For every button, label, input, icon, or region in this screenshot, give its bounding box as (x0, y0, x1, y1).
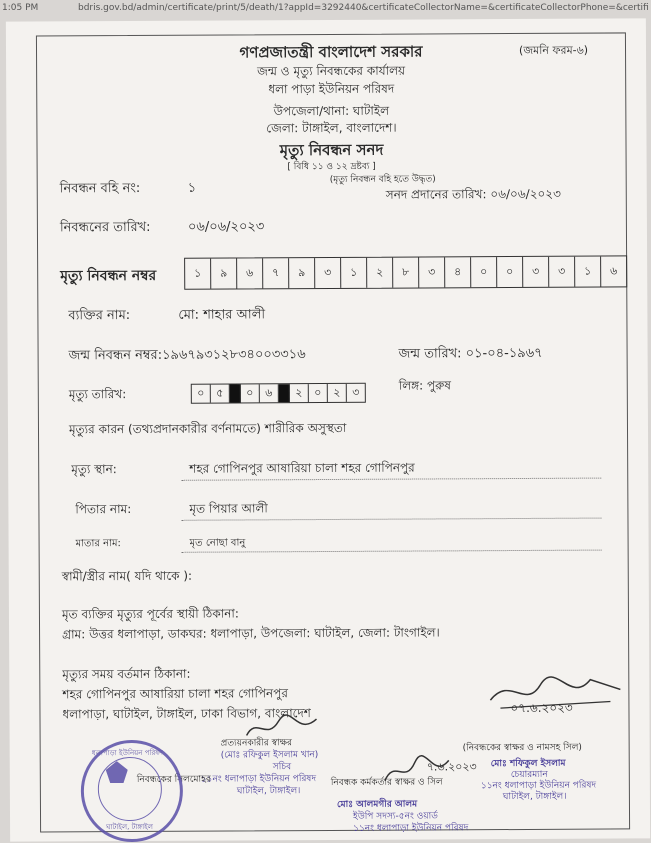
place-value: শহর গোপিনপুর আষারিয়া চালা শহর গোপিনপুর (189, 460, 415, 476)
page-url[interactable]: bdris.gov.bd/admin/certificate/print/5/death/1?appId=3292440&certificateCollectorName=&certificateCollectorPhone=&certifi (78, 3, 649, 13)
rule-reference: [ বিধি ১১ ও ১২ দ্রষ্টব্য ] (287, 161, 376, 173)
office-name: জন্ম ও মৃত্যু নিবন্ধকের কার্যালয় (257, 63, 406, 79)
death-date-label: মৃত্যু তারিখ: (68, 387, 127, 402)
death-date-digit: ০ (192, 385, 211, 403)
death-reg-digit: ১ (575, 257, 601, 287)
registrar-location: ঘাটাইল, টাঙ্গাইল। (502, 791, 567, 803)
date-separator (230, 384, 241, 402)
upazila: উপজেলা/থানা: ঘাটাইল (273, 103, 390, 119)
spouse-label: স্বামী/স্ত্রীর নাম( যদি থাকে ): (61, 568, 193, 584)
death-reg-digit: ০ (497, 257, 523, 287)
seal-inner-ring (98, 757, 162, 821)
perm-address-value: গ্রাম: উত্তর ধলাপাড়া, ডাকঘর: ধলাপাড়া, উপজেলা: ঘাটাইল, জেলা: টাংগাইল। (62, 625, 440, 642)
seal-ring-text: ধলাপাড়া ইউনিয়ন পরিষদ (91, 748, 163, 758)
registrar-name: মোঃ শফিকুল ইসলাম (490, 758, 566, 770)
death-reg-digit: ৩ (315, 258, 341, 288)
certificate-title: মৃত্যু নিবন্ধন সনদ (279, 140, 384, 160)
death-date-digit: ৫ (211, 385, 230, 403)
registrar-office: ১১নং ধলাপাড়া ইউনিয়ন পরিষদ (480, 780, 597, 792)
extract-note: (মৃত্যু নিবন্ধন বহি হতে উদ্ধৃত) (329, 174, 436, 185)
name-label: ব্যক্তির নাম: (68, 308, 131, 324)
reg-date-value: ০৬/০৬/২০২৩ (187, 219, 265, 235)
death-reg-no-label: মৃত্যু নিবন্ধন নম্বর (60, 267, 157, 285)
death-reg-digit: ৭ (263, 258, 289, 288)
curr-address-line2: ধলাপাড়া, ঘাটাইল, টাঙ্গাইল, ঢাকা বিভাগ, বাংলাদেশ (62, 706, 311, 722)
issue-date: সনদ প্রদানের তারিখ: ০৬/০৬/২০২৩ (385, 186, 561, 202)
death-reg-digit: ৬ (237, 258, 263, 288)
seal-bottom-text: ঘাটাইল, টাঙ্গাইল (106, 822, 153, 832)
reg-date-label: নিবন্ধনের তারিখ: (59, 219, 151, 236)
verifier-name: (মোঃ রফিকুল ইসলাম খান) (220, 750, 319, 761)
death-date-digit: ২ (328, 384, 347, 402)
verifier-title: সচিব (272, 762, 292, 773)
death-reg-digit: ০ (471, 257, 497, 287)
certificate-frame (36, 32, 630, 832)
registrar-date: ০৭.৬.২০২৩ (510, 700, 573, 716)
death-reg-digit: ১ (341, 258, 367, 288)
death-reg-digit: ৯ (211, 258, 237, 288)
death-reg-digit: ৩ (549, 257, 575, 287)
member-office: ১১নং ধলাপাড়া ইউনিয়ন পরিষদ (353, 823, 469, 834)
middle-signature-label: নিবন্ধক কর্মকর্তার স্বাক্ষর ও সিল (330, 777, 443, 788)
death-date-digit: ০ (309, 384, 328, 402)
birth-reg-number: জন্ম নিবন্ধন নম্বর:১৯৬৭৯৩১২৮৩৪০০৩৩১৬ (68, 347, 306, 364)
certificate-paper (6, 18, 650, 841)
book-no-value: ১ (187, 180, 197, 196)
death-reg-digit: ৬ (610, 263, 618, 278)
mother-label: মাতার নাম: (75, 538, 121, 550)
father-value: মৃত পিয়ার আলী (189, 501, 268, 516)
death-reg-digit: ৩ (523, 257, 549, 287)
curr-address-line1: শহর গোপিনপুর আষারিয়া চালা শহর গোপিনপুর (62, 686, 288, 702)
union-name: ধলা পাড়া ইউনিয়ন পরিষদ (268, 81, 395, 97)
death-date-digit: ০ (241, 384, 260, 402)
member-title: ইউপি সদস্য-৫নং ওয়ার্ড (352, 811, 438, 822)
perm-address-label: মৃত ব্যক্তির মৃত্যুর পূর্বের স্থায়ী ঠিকানা: (61, 606, 239, 622)
browser-header (0, 0, 651, 18)
death-reg-digit: ২ (367, 258, 393, 288)
book-no-label: নিবন্ধন বহি নং: (59, 180, 141, 197)
registrar-title: চেয়ারম্যান (510, 769, 548, 781)
middle-signature-date: ৭.৬.২০২৩ (426, 760, 477, 774)
member-name: মোঃ আলমগীর আলম (336, 799, 418, 810)
death-reg-digit: ৯ (289, 258, 315, 288)
form-number: (জমনি ফরম-৬) (518, 43, 589, 57)
clock: 1:05 PM (2, 3, 39, 13)
death-date-digit: ২ (290, 384, 309, 402)
verifier-location: ঘাটাইল, টাঙ্গাইল। (236, 786, 301, 797)
death-reg-digit: ৪ (445, 257, 471, 287)
death-date-digit: ৬ (260, 384, 279, 402)
registrar-seal-label: (নিবন্ধকের স্বাক্ষর ও নামসহ সিল) (462, 742, 582, 754)
cause-of-death: মৃত্যুর কারন (তথ্যপ্রদানকারীর বর্ণনামতে) শারীরিক অসুস্থতা (68, 420, 347, 437)
death-date-digit: ৩ (352, 385, 360, 399)
father-label: পিতার নাম: (75, 502, 132, 517)
district: জেলা: টাঙ্গাইল, বাংলাদেশ। (266, 120, 397, 136)
name-value: মো: শাহার আলী (178, 307, 266, 323)
verifier-label: প্রত্যয়নকারীর স্বাক্ষর (220, 738, 292, 749)
union-round-seal (81, 740, 184, 843)
death-reg-number-boxes (184, 255, 627, 289)
mother-value: মৃত নোছা বানু (189, 537, 246, 549)
death-date-boxes (191, 383, 366, 404)
gender: লিঙ্গ: পুরুষ (398, 378, 451, 393)
verifier-office: ১১নং ধলাপাড়া ইউনিয়ন পরিষদ (200, 774, 317, 785)
seal-signature-label: নিবন্ধকের সিলমোহর (136, 774, 211, 786)
death-reg-digit: ৩ (419, 257, 445, 287)
date-separator (279, 384, 290, 402)
place-label: মৃত্যু স্থান: (71, 462, 117, 477)
date-of-birth: জন্ম তারিখ: ০১-০৪-১৯৬৭ (398, 345, 543, 362)
curr-address-label: মৃত্যুর সময় বর্তমান ঠিকানা: (62, 666, 191, 682)
death-reg-digit: ৮ (393, 258, 419, 288)
death-reg-digit: ১ (185, 259, 211, 289)
government-title: গণপ্রজাতন্ত্রী বাংলাদেশ সরকার (239, 42, 423, 62)
